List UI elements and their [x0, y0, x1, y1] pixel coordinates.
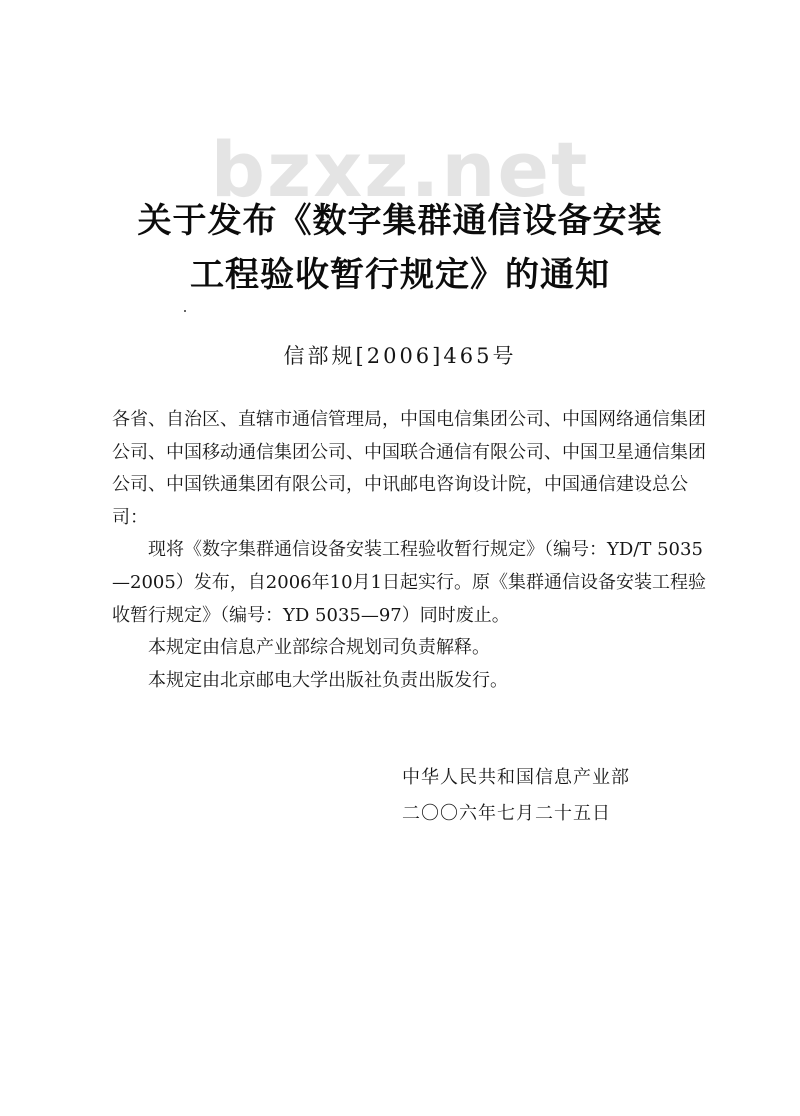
watermark: bzxz.net — [210, 125, 590, 214]
issue-date: 二〇〇六年七月二十五日 — [402, 803, 611, 824]
signature-block — [402, 760, 630, 832]
document-number: 信部规[2006]465号 — [283, 344, 517, 368]
issuing-organization: 中华人民共和国信息产业部 — [402, 767, 630, 788]
body-paragraph-interpretation: 本规定由信息产业部综合规划司负责解释。 — [148, 637, 490, 659]
title-line-2: 工程验收暂行规定》的通知 — [190, 255, 610, 295]
body-paragraph-release: 现将《数字集群通信设备安装工程验收暂行规定》（编号：YD/T 5035—2005）发布，自2006年10月1日起实行。原《集群通信设备安装工程验收暂行规定》（编号：YD 5035—97）同时废止。 — [112, 539, 706, 626]
body-paragraph-publishing: 本规定由北京邮电大学出版社负责出版发行。 — [148, 669, 508, 691]
scan-artifact-dot — [184, 310, 186, 312]
notice-title — [0, 194, 800, 302]
recipients-paragraph: 各省、自治区、直辖市通信管理局，中国电信集团公司、中国网络通信集团公司、中国移动通信集团公司、中国联合通信有限公司、中国卫星通信集团公司、中国铁通集团有限公司，中讯邮电咨询设计院，中国通信建设总公司： — [112, 409, 706, 528]
notice-body — [112, 404, 712, 697]
title-line-1: 关于发布《数字集群通信设备安装 — [137, 201, 663, 241]
